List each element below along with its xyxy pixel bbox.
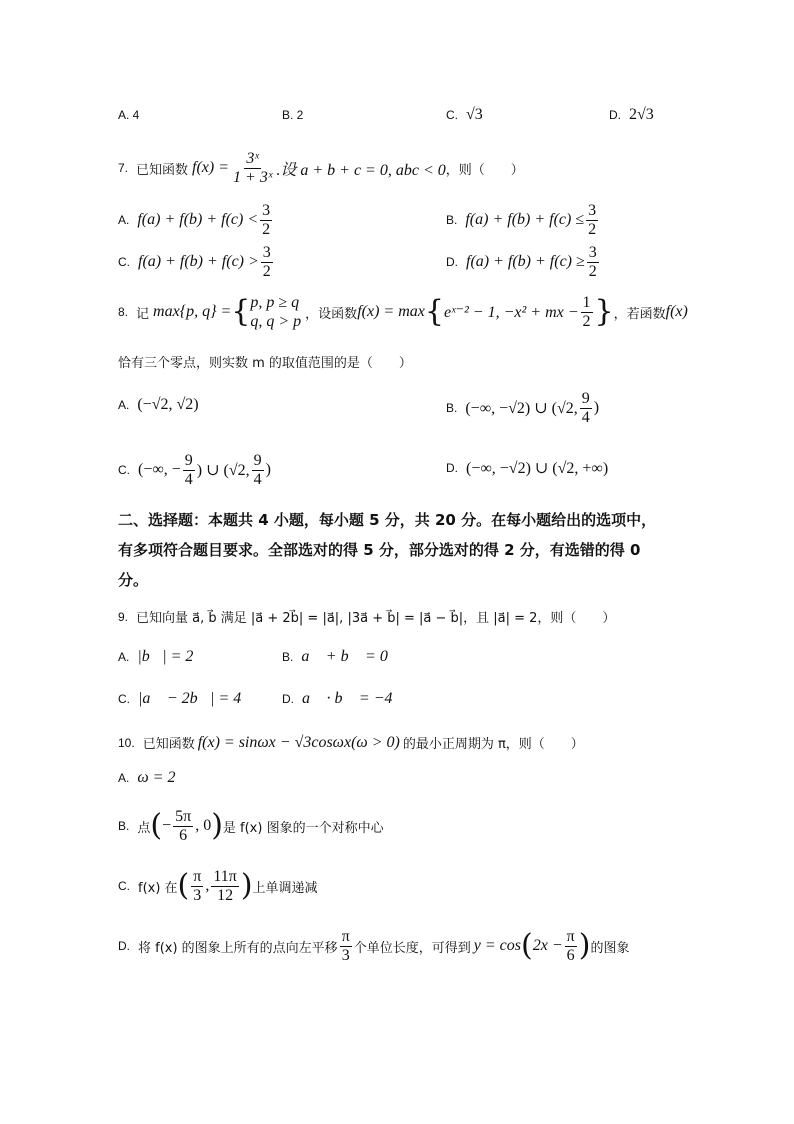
q7-option-b: B. f(a) + f(b) + f(c) ≤ $\frac{3}{2}$ [446, 202, 597, 238]
q8-option-d: D. (−∞, −√2) ∪ (√2, +∞) [446, 460, 609, 477]
q6-option-a: A. 4 [118, 108, 140, 122]
q10-option-a: A. ω = 2 [118, 769, 176, 786]
q6-option-c: C. √3 [446, 106, 483, 123]
q9-option-d: D. a⃗ · b⃗ = −4 [282, 690, 393, 707]
q7-stem: 7. 已知函数 f(x) = $\frac{\text{3ˣ}}{\text{1 + 3ˣ}}$ .设 a + b + c = 0, abc < 0 ，则（ ） [118, 150, 524, 186]
q7-option-a: A. f(a) + f(b) + f(c) < $\frac{3}{2}$ [118, 202, 271, 238]
q9-option-c: C. |a⃗ − 2b⃗| = 4 [118, 690, 242, 707]
q8-piecewise: p, p ≥ q q, q > p [250, 294, 302, 331]
q7-option-c: C. f(a) + f(b) + f(c) > $\frac{3}{2}$ [118, 244, 271, 280]
q9-stem: 9. 已知向量 a⃗, b⃗ 满足 |a⃗ + 2b⃗| = |a⃗|, |3a⃗ + b⃗| = |a⃗ − b⃗|，且 |a⃗| = 2，则（ ） [118, 609, 616, 626]
q7-fraction: $\frac{\text{3ˣ}}{\text{1 + 3ˣ}}$ [233, 150, 273, 186]
q8-option-b: B. (−∞, −√2) ∪ (√2, $\frac{9}{4}$ ) [446, 390, 600, 426]
q10-option-b: B. 点 ( − $\frac{5\pi}{6}$ , 0 ) 是 f(x) 图象的一个对称中心 [118, 808, 384, 844]
q10-option-d: D. 将 f(x) 的图象上所有的点向左平移 $\frac{\pi}{3}$ 个单位长度，可得到 y = cos ( 2x − $\frac{\pi}{6}$ ) 的图象 [118, 928, 630, 964]
q9-option-a: A. |b⃗| = 2 [118, 648, 194, 665]
section2-line3: 分。 [118, 571, 149, 589]
q8-option-c: C. (−∞, − $\frac{9}{4}$ ) ∪ (√2, $\frac{9}{4}$ ) [118, 452, 271, 488]
q10-stem: 10. 已知函数 f(x) = sinωx − √3cosωx(ω > 0) 的最小正周期为 π，则（ ） [118, 733, 584, 752]
section2-line1: 二、选择题：本题共 4 小题，每小题 5 分，共 20 分。在每小题给出的选项中， [118, 511, 657, 529]
q8-stem: 8. 记 max{p, q} = { p, p ≥ q q, q > p ，设函数 f(x) = max { eˣ⁻² − 1, −x² + mx − $\frac{1}{2}$ } ，若函数 f(x) [118, 294, 688, 331]
q6-option-b: B. 2 [282, 108, 304, 122]
q6-option-d: D. 2√3 [609, 106, 654, 123]
q7-option-d: D. f(a) + f(b) + f(c) ≥ $\frac{3}{2}$ [446, 244, 597, 280]
q9-option-b: B. a⃗ + b⃗ = 0⃗ [282, 648, 401, 665]
section2-line2: 有多项符合题目要求。全部选对的得 5 分，部分选对的得 2 分，有选错的得 0 [118, 541, 641, 559]
q10-option-c: C. f(x) 在 ( $\frac{\pi}{3}$ , $\frac{11\pi}{12}$ ) 上单调递减 [118, 868, 318, 904]
q8-stem-line2: 恰有三个零点，则实数 m 的取值范围的是（ ） [118, 356, 412, 371]
q8-option-a: A. (−√2, √2) [118, 396, 199, 413]
